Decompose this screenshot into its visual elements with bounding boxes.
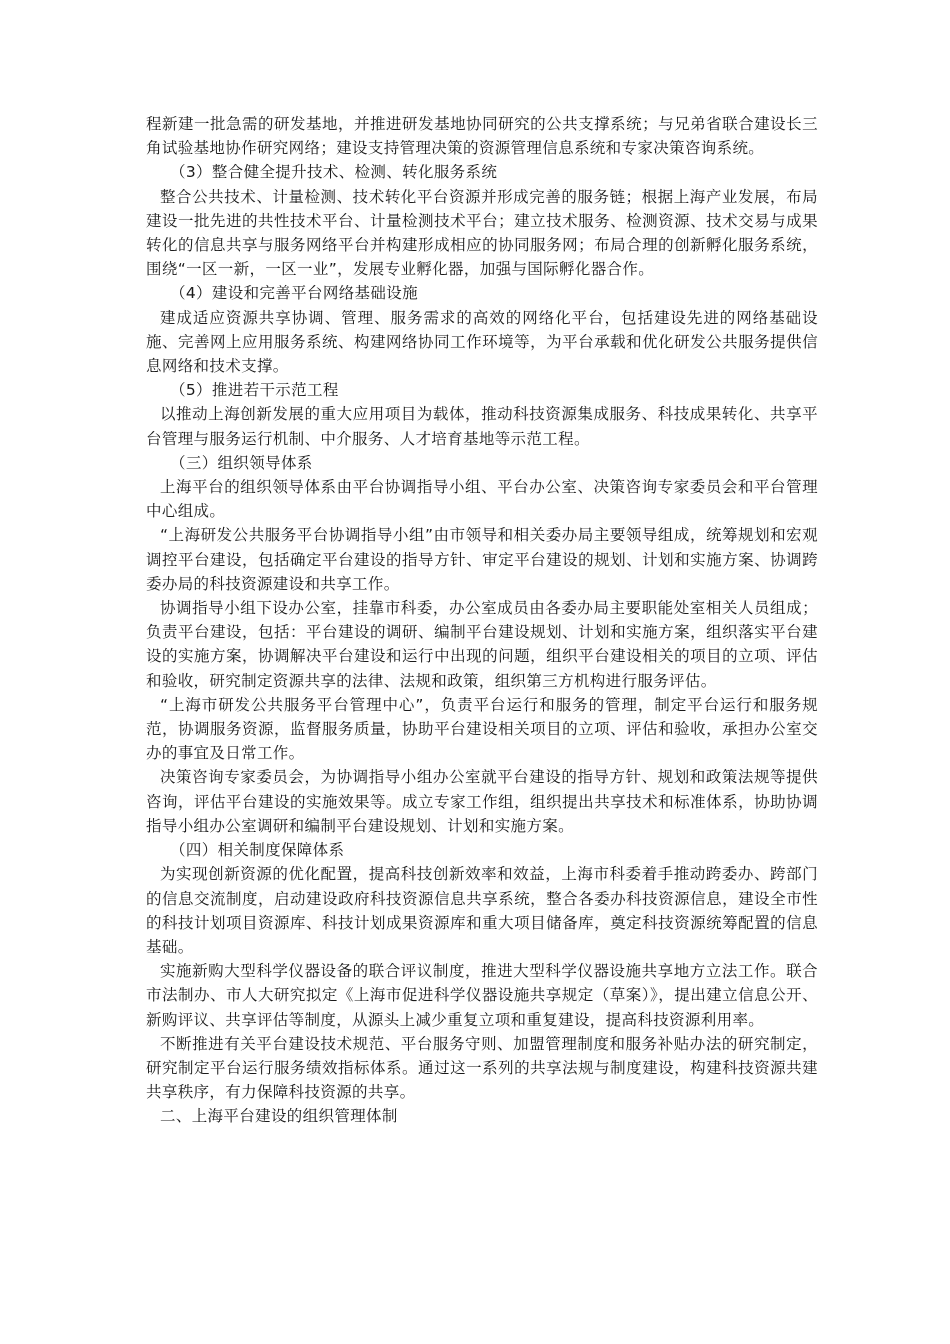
paragraph: “上海市研发公共服务平台管理中心”，负责平台运行和服务的管理，制定平台运行和服务规范，协调服务资源，监督服务质量，协助平台建设相关项目的立项、评估和验收，承担办公室交办的事宜及日常工作。 <box>146 695 818 763</box>
subheading-5: （5）推进若干示范工程 <box>170 381 339 400</box>
paragraph: 决策咨询专家委员会，为协调指导小组办公室就平台建设的指导方针、规划和政策法规等提供咨询，评估平台建设的实施效果等。成立专家工作组，组织提出共享技术和标准体系，协助协调指导小组办公室调研和编制平台建设规划、计划和实施方案。 <box>146 768 818 835</box>
document-body <box>146 112 818 1129</box>
paragraph: “上海研发公共服务平台协调指导小组”由市领导和相关委办局主要领导组成，统筹规划和宏观调控平台建设，包括确定平台建设的指导方针、审定平台建设的规划、计划和实施方案、协调跨委办局的科技资源建设和共享工作。 <box>146 526 818 593</box>
section-heading-4: （四）相关制度保障体系 <box>170 841 345 860</box>
section-heading-3: （三）组织领导体系 <box>170 453 313 472</box>
paragraph: 为实现创新资源的优化配置，提高科技创新效率和效益，上海市科委着手推动跨委办、跨部门的信息交流制度，启动建设政府科技资源信息共享系统，整合各委办科技资源信息，建设全市性的科技计划项目资源库、科技计划成果资源库和重大项目储备库，奠定科技资源统筹配置的信息基础。 <box>146 865 818 956</box>
paragraph: 整合公共技术、计量检测、技术转化平台资源并形成完善的服务链；根据上海产业发展，布局建设一批先进的共性技术平台、计量检测技术平台；建立技术服务、检测资源、技术交易与成果转化的信息共享与服务网络平台并构建形成相应的协同服务网；布局合理的创新孵化服务系统，围绕“一区一新，一区一业”，发展专业孵化器，加强与国际孵化器合作。 <box>146 187 818 279</box>
paragraph: 以推动上海创新发展的重大应用项目为载体，推动科技资源集成服务、科技成果转化、共享平台管理与服务运行机制、中介服务、人才培育基地等示范工程。 <box>146 405 818 448</box>
subheading-4: （4）建设和完善平台网络基础设施 <box>170 284 418 303</box>
paragraph-continuation: 程新建一批急需的研发基地，并推进研发基地协同研究的公共支撑系统；与兄弟省联合建设长三角试验基地协作研究网络；建设支持管理决策的资源管理信息系统和专家决策咨询系统。 <box>146 115 818 158</box>
chapter-heading-2: 二、上海平台建设的组织管理体制 <box>160 1107 398 1126</box>
paragraph: 协调指导小组下设办公室，挂靠市科委，办公室成员由各委办局主要职能处室相关人员组成；负责平台建设，包括：平台建设的调研、编制平台建设规划、计划和实施方案，组织落实平台建设的实施方案，协调解决平台建设和运行中出现的问题，组织平台建设相关的项目的立项、评估和验收，研究制定资源共享的法律、法规和政策，组织第三方机构进行服务评估。 <box>146 599 818 690</box>
paragraph: 上海平台的组织领导体系由平台协调指导小组、平台办公室、决策咨询专家委员会和平台管理中心组成。 <box>146 478 818 521</box>
paragraph: 不断推进有关平台建设技术规范、平台服务守则、加盟管理制度和服务补贴办法的研究制定，研究制定平台运行服务绩效指标体系。通过这一系列的共享法规与制度建设，构建科技资源共建共享秩序，有力保障科技资源的共享。 <box>146 1034 818 1102</box>
paragraph: 实施新购大型科学仪器设备的联合评议制度，推进大型科学仪器设施共享地方立法工作。联合市法制办、市人大研究拟定《上海市促进科学仪器设施共享规定（草案）》，提出建立信息公开、新购评议、共享评估等制度，从源头上减少重复立项和重复建设，提高科技资源利用率。 <box>146 962 818 1029</box>
subheading-3: （3）整合健全提升技术、检测、转化服务系统 <box>170 163 498 182</box>
paragraph: 建成适应资源共享协调、管理、服务需求的高效的网络化平台，包括建设先进的网络基础设施、完善网上应用服务系统、构建网络协同工作环境等，为平台承载和优化研发公共服务提供信息网络和技术支撑。 <box>146 308 818 376</box>
